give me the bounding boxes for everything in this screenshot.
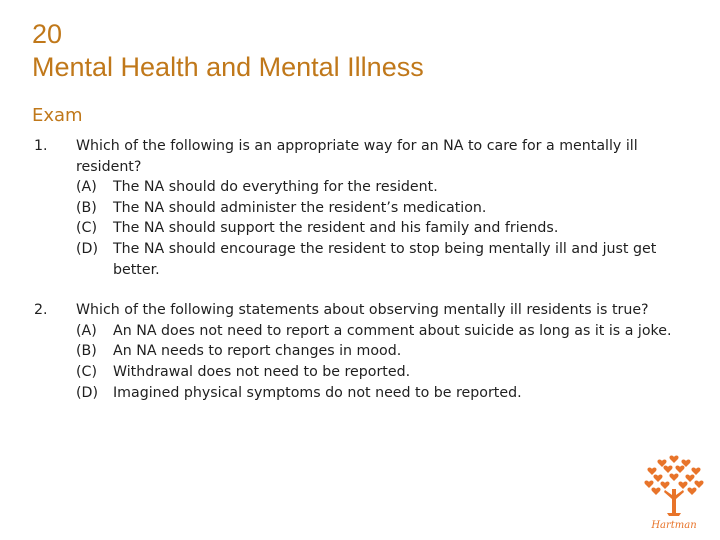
option-label: (B)	[76, 199, 97, 216]
option-text: An NA does not need to report a comment about suicide as long as it is a joke.	[113, 322, 672, 339]
option-c	[76, 218, 704, 239]
option-text: The NA should administer the resident’s medication.	[113, 199, 487, 216]
option-text: The NA should encourage the resident to stop being mentally ill and just get better.	[113, 240, 657, 278]
option-c	[76, 362, 704, 383]
question-list	[34, 136, 704, 423]
question-1	[34, 136, 704, 280]
option-text: Imagined physical symptoms do not need to be reported.	[113, 384, 522, 401]
option-label: (D)	[76, 384, 98, 401]
option-label: (A)	[76, 322, 97, 339]
option-text: An NA needs to report changes in mood.	[113, 343, 402, 360]
option-a	[76, 177, 704, 198]
section-label: Exam	[32, 105, 83, 126]
svg-text:Hartman: Hartman	[651, 520, 697, 531]
option-d	[76, 383, 704, 404]
option-label: (A)	[76, 179, 97, 196]
option-d	[76, 239, 704, 280]
option-label: (D)	[76, 240, 98, 257]
question-text: Which of the following is an appropriate way for an NA to care for a mentally ill resident?	[76, 138, 638, 175]
option-text: Withdrawal does not need to be reported.	[113, 363, 411, 380]
slide-title	[32, 18, 424, 84]
option-label: (B)	[76, 343, 97, 360]
hartman-logo	[643, 455, 705, 533]
option-text: The NA should do everything for the resident.	[113, 179, 438, 196]
option-b	[76, 198, 704, 219]
question-number: 2.	[34, 302, 48, 319]
chapter-title: Mental Health and Mental Illness	[32, 52, 424, 82]
option-a	[76, 321, 704, 342]
question-2	[34, 300, 704, 403]
chapter-number: 20	[32, 19, 63, 49]
option-label: (C)	[76, 220, 97, 237]
question-text: Which of the following statements about observing mentally ill residents is true?	[76, 302, 649, 319]
question-number: 1.	[34, 138, 48, 154]
option-text: The NA should support the resident and his family and friends.	[113, 220, 559, 237]
option-label: (C)	[76, 363, 97, 380]
option-b	[76, 341, 704, 362]
heart-tree-icon	[644, 456, 703, 516]
